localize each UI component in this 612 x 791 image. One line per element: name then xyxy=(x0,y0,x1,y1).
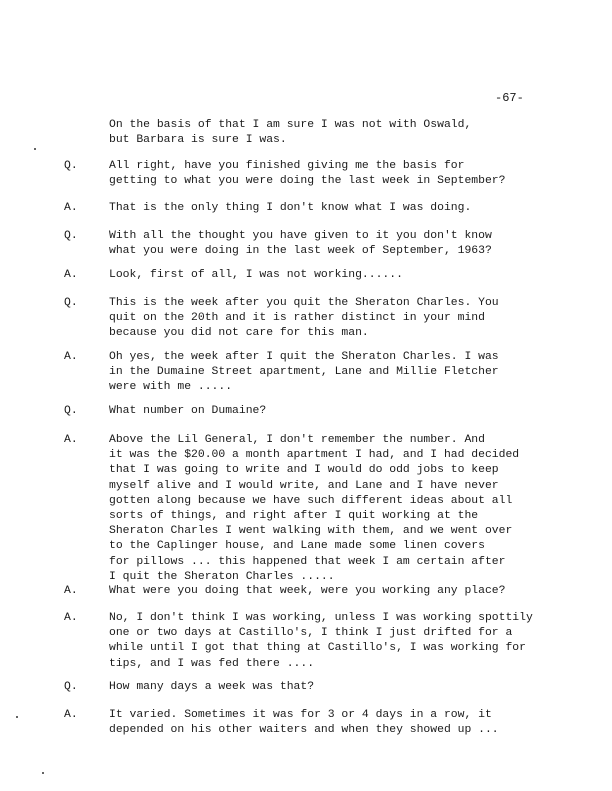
text-line: tips, and I was fed there .... xyxy=(109,657,315,670)
text-line: Sheraton Charles I went walking with them, and we went over xyxy=(109,525,513,538)
text-line: what you were doing in the last week of September, 1963? xyxy=(109,245,492,258)
text-line: in the Dumaine Street apartment, Lane and Millie Fletcher xyxy=(109,366,499,379)
text-line: What number on Dumaine? xyxy=(109,405,267,417)
speaker-label: A. xyxy=(64,434,78,446)
speaker-label: Q. xyxy=(64,405,78,417)
entry-text xyxy=(109,268,403,283)
speaker-label: Q. xyxy=(64,160,78,172)
speaker-label: A. xyxy=(64,585,78,597)
page-number: -67- xyxy=(495,91,524,105)
text-line: getting to what you were doing the last week in September? xyxy=(109,175,506,188)
text-line: Above the Lil General, I don't remember the number. And xyxy=(109,434,485,446)
entry-text xyxy=(109,404,266,419)
entry-text xyxy=(109,296,499,342)
text-line: Look, first of all, I was not working...... xyxy=(109,269,403,281)
speaker-label: A. xyxy=(64,612,78,624)
text-line: With all the thought you have given to it you don't know xyxy=(109,230,492,242)
text-line: This is the week after you quit the Sheraton Charles. You xyxy=(109,297,499,309)
entry-text xyxy=(109,584,505,599)
entry-text xyxy=(109,350,499,396)
text-line: quit on the 20th and it is rather distinct in your mind xyxy=(109,312,485,325)
text-line: myself alive and I would write, and Lane and I have never xyxy=(109,479,499,492)
intro-paragraph xyxy=(109,118,471,148)
scan-speck xyxy=(16,716,18,718)
text-line: while until I got that thing at Castillo's, I was working for xyxy=(109,642,526,655)
speaker-label: A. xyxy=(64,351,78,363)
text-line: depended on his other waiters and when they showed up ... xyxy=(109,724,499,737)
text-line: to the Caplinger house, and Lane made some linen covers xyxy=(109,540,485,553)
text-line: gotten along because we have such different ideas about all xyxy=(109,494,513,507)
entry-text xyxy=(109,680,314,695)
text-line: How many days a week was that? xyxy=(109,681,315,693)
entry-text xyxy=(109,611,533,672)
speaker-label: Q. xyxy=(64,230,78,242)
speaker-label: Q. xyxy=(64,297,78,309)
text-line: one or two days at Castillo's, I think I just drifted for a xyxy=(109,627,513,640)
text-line: sorts of things, and right after I quit working at the xyxy=(109,510,479,523)
text-line: were with me ..... xyxy=(109,381,233,394)
scan-speck xyxy=(34,148,36,150)
speaker-label: Q. xyxy=(64,681,78,693)
scan-speck xyxy=(42,772,44,774)
text-line: All right, have you finished giving me the basis for xyxy=(109,160,465,172)
intro-line: On the basis of that I am sure I was not with Oswald, xyxy=(109,119,472,131)
entry-text xyxy=(109,708,499,738)
speaker-label: A. xyxy=(64,202,78,214)
entry-text xyxy=(109,159,505,189)
text-line: It varied. Sometimes it was for 3 or 4 days in a row, it xyxy=(109,709,492,721)
text-line: No, I don't think I was working, unless I was working spottily xyxy=(109,612,533,624)
entry-text xyxy=(109,201,471,216)
text-line: I quit the Sheraton Charles ..... xyxy=(109,570,335,583)
entry-text xyxy=(109,229,492,259)
text-line: it was the $20.00 a month apartment I had, and I had decided xyxy=(109,449,520,462)
text-line: that I was going to write and I would do odd jobs to keep xyxy=(109,464,499,477)
text-line: What were you doing that week, were you working any place? xyxy=(109,585,506,597)
intro-line: but Barbara is sure I was. xyxy=(109,134,287,147)
text-line: for pillows ... this happened that week I am certain after xyxy=(109,555,506,568)
text-line: because you did not care for this man. xyxy=(109,327,369,340)
text-line: That is the only thing I don't know what I was doing. xyxy=(109,202,472,214)
speaker-label: A. xyxy=(64,269,78,281)
text-line: Oh yes, the week after I quit the Sheraton Charles. I was xyxy=(109,351,499,363)
speaker-label: A. xyxy=(64,709,78,721)
entry-text xyxy=(109,433,519,585)
